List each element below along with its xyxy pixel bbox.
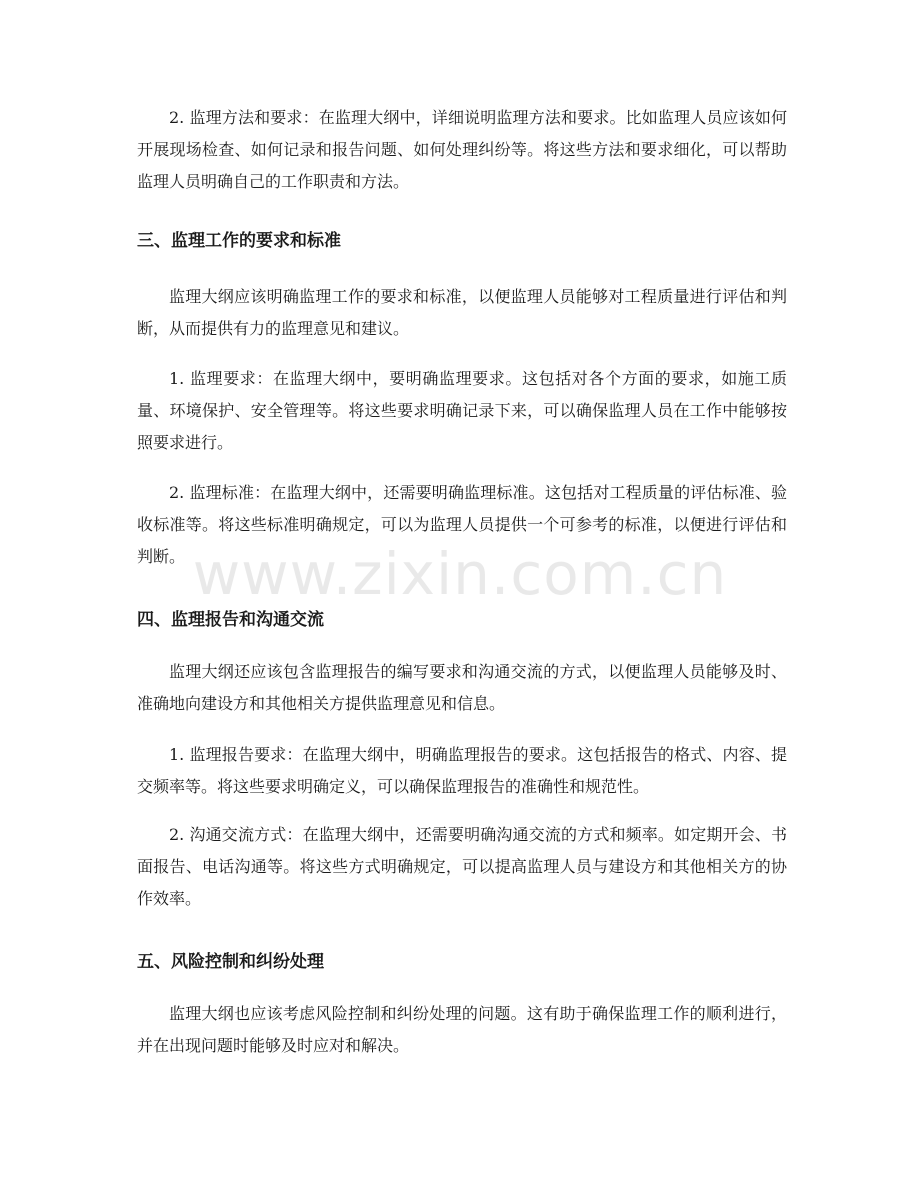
paragraph-supervision-standards: 2. 监理标准：在监理大纲中，还需要明确监理标准。这包括对工程质量的评估标准、验收标准等。将这些标准明确规定，可以为监理人员提供一个可参考的标准，以便进行评估和判断。 [137, 483, 787, 566]
paragraph-report-requirements: 1. 监理报告要求：在监理大纲中，明确监理报告的要求。这包括报告的格式、内容、提交频率等。将这些要求明确定义，可以确保监理报告的准确性和规范性。 [137, 745, 787, 796]
paragraph-supervision-requirements: 1. 监理要求：在监理大纲中，要明确监理要求。这包括对各个方面的要求，如施工质量、环境保护、安全管理等。将这些要求明确记录下来，可以确保监理人员在工作中能够按照要求进行。 [137, 369, 787, 452]
paragraph-section-3-intro: 监理大纲应该明确监理工作的要求和标准，以便监理人员能够对工程质量进行评估和判断，从而提供有力的监理意见和建议。 [137, 287, 787, 338]
paragraph-communication-methods: 2. 沟通交流方式：在监理大纲中，还需要明确沟通交流的方式和频率。如定期开会、书面报告、电话沟通等。将这些方式明确规定，可以提高监理人员与建设方和其他相关方的协作效率。 [137, 825, 787, 908]
heading-section-4: 四、监理报告和沟通交流 [137, 610, 324, 630]
watermark: www.zixin.com.cn [192, 540, 728, 608]
heading-section-5: 五、风险控制和纠纷处理 [137, 952, 324, 972]
paragraph-supervision-methods: 2. 监理方法和要求：在监理大纲中，详细说明监理方法和要求。比如监理人员应该如何开展现场检查、如何记录和报告问题、如何处理纠纷等。将这些方法和要求细化，可以帮助监理人员明确自己的工作职责和方法。 [137, 108, 787, 191]
paragraph-section-4-intro: 监理大纲还应该包含监理报告的编写要求和沟通交流的方式，以便监理人员能够及时、准确地向建设方和其他相关方提供监理意见和信息。 [137, 662, 787, 713]
paragraph-section-5-intro: 监理大纲也应该考虑风险控制和纠纷处理的问题。这有助于确保监理工作的顺利进行，并在出现问题时能够及时应对和解决。 [137, 1004, 787, 1055]
heading-section-3: 三、监理工作的要求和标准 [137, 231, 341, 251]
